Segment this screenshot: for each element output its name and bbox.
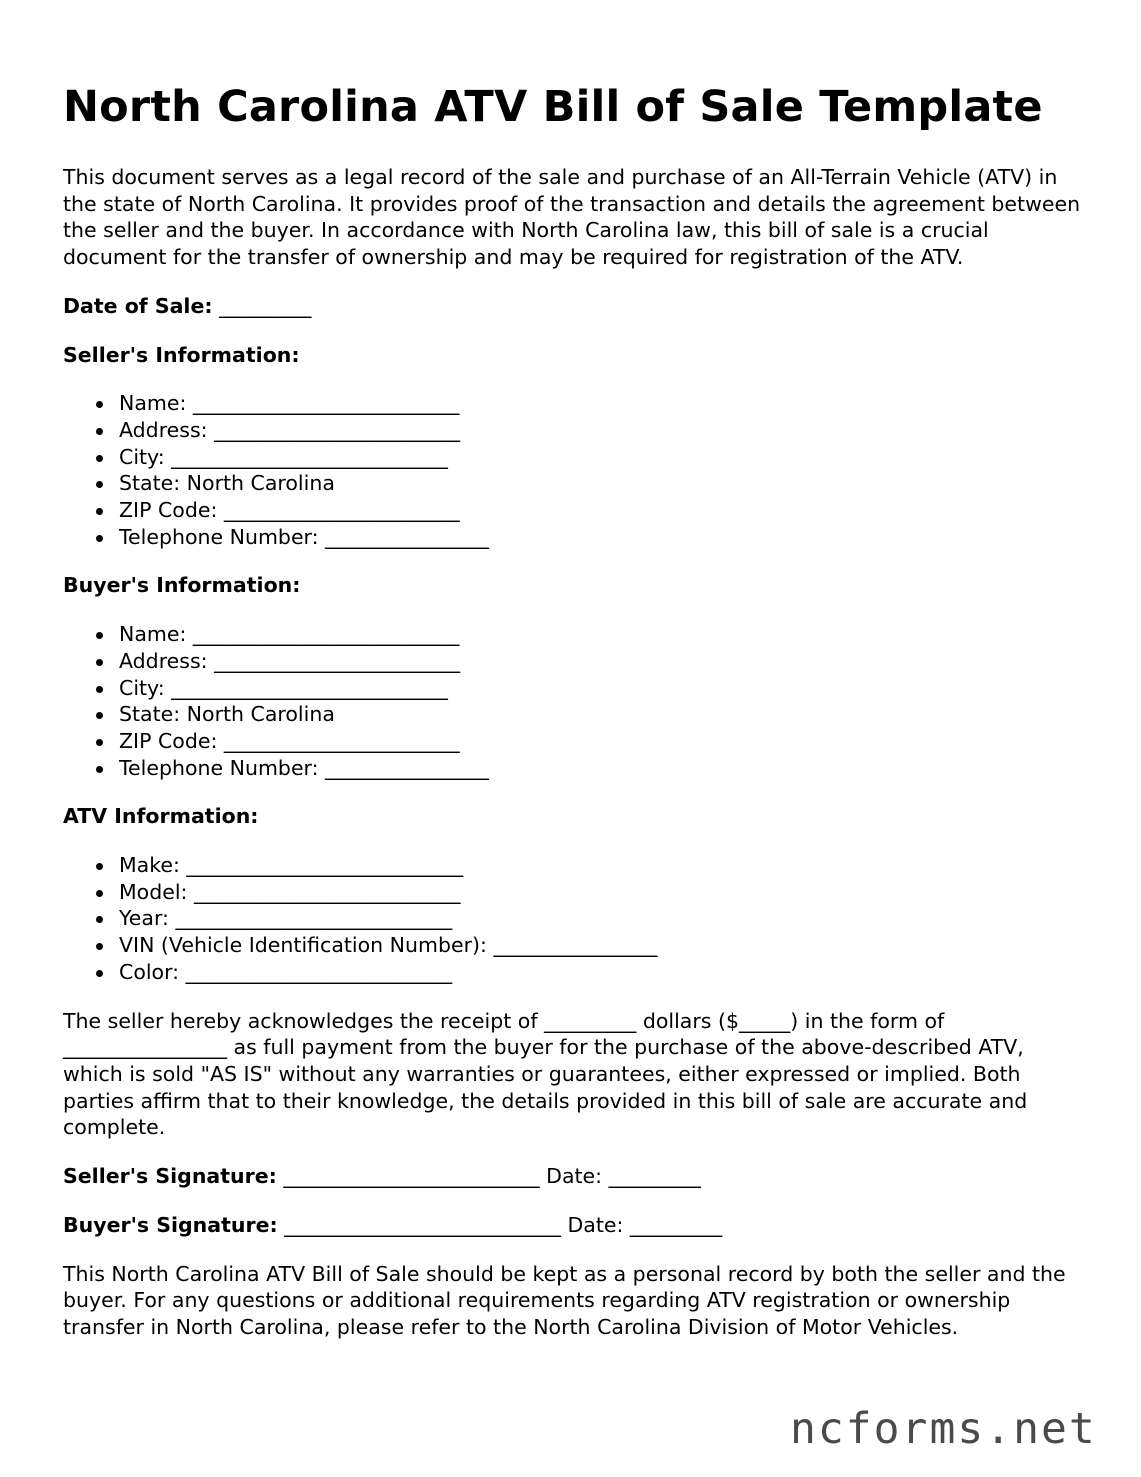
document-body [63, 164, 1083, 1363]
atv-info-list [63, 852, 1083, 986]
buyer-signature-blank: ___________________________ Date: _________ [284, 1212, 723, 1237]
seller-signature-line [63, 1163, 1083, 1190]
buyer-zip-field: ZIP Code: _______________________ [119, 728, 1083, 755]
atv-model-field: Model: __________________________ [119, 879, 1083, 906]
buyer-phone-field: Telephone Number: ________________ [119, 755, 1083, 782]
seller-zip-field: ZIP Code: _______________________ [119, 497, 1083, 524]
page-title: North Carolina ATV Bill of Sale Template [63, 82, 1043, 132]
buyer-name-field: Name: __________________________ [119, 621, 1083, 648]
intro-paragraph: This document serves as a legal record of the sale and purchase of an All-Terrain Vehicle (ATV) in the state of North Carolina. It provides proof of the transaction and details the agreement between the seller and the buyer. In accordance with North Carolina law, this bill of sale is a crucial document for the transfer of ownership and may be required for registration of the ATV. [63, 165, 1081, 270]
seller-city-field: City: ___________________________ [119, 444, 1083, 471]
buyer-address-field: Address: ________________________ [119, 648, 1083, 675]
buyer-signature-line [63, 1212, 1083, 1239]
seller-signature-blank: _________________________ Date: _________ [283, 1164, 701, 1189]
buyer-info-list [63, 621, 1083, 781]
atv-info-heading: ATV Information: [63, 804, 259, 829]
acknowledgement-paragraph: The seller hereby acknowledges the receipt of _________ dollars ($_____) in the form of ________________ as full payment from the buyer for the purchase of the above-described ATV, which is sold "AS IS" without any warranties or guarantees, either expressed or implied. Both parties affirm that to their knowledge, the details provided in this bill of sale are accurate and complete. [63, 1008, 1028, 1140]
seller-info-heading: Seller's Information: [63, 342, 300, 367]
buyer-info-heading: Buyer's Information: [63, 573, 301, 598]
atv-year-field: Year: ___________________________ [119, 905, 1083, 932]
seller-info-list [63, 390, 1083, 550]
seller-address-field: Address: ________________________ [119, 417, 1083, 444]
date-of-sale-label: Date of Sale: [63, 293, 213, 318]
atv-make-field: Make: ___________________________ [119, 852, 1083, 879]
atv-color-field: Color: __________________________ [119, 959, 1083, 986]
buyer-state-field: State: North Carolina [119, 701, 1083, 728]
seller-state-field: State: North Carolina [119, 470, 1083, 497]
site-watermark: ncforms.net [790, 1404, 1097, 1454]
closing-paragraph: This North Carolina ATV Bill of Sale should be kept as a personal record by both the seller and the buyer. For any questions or additional requirements regarding ATV registration or ownership transfer in North Carolina, please refer to the North Carolina Division of Motor Vehicles. [63, 1261, 1066, 1339]
atv-vin-field: VIN (Vehicle Identification Number): ________________ [119, 932, 1083, 959]
date-of-sale-blank: _________ [219, 293, 312, 318]
seller-name-field: Name: __________________________ [119, 390, 1083, 417]
date-of-sale-line [63, 293, 1083, 320]
seller-signature-label: Seller's Signature: [63, 1164, 277, 1189]
buyer-signature-label: Buyer's Signature: [63, 1212, 278, 1237]
buyer-city-field: City: ___________________________ [119, 675, 1083, 702]
seller-phone-field: Telephone Number: ________________ [119, 524, 1083, 551]
